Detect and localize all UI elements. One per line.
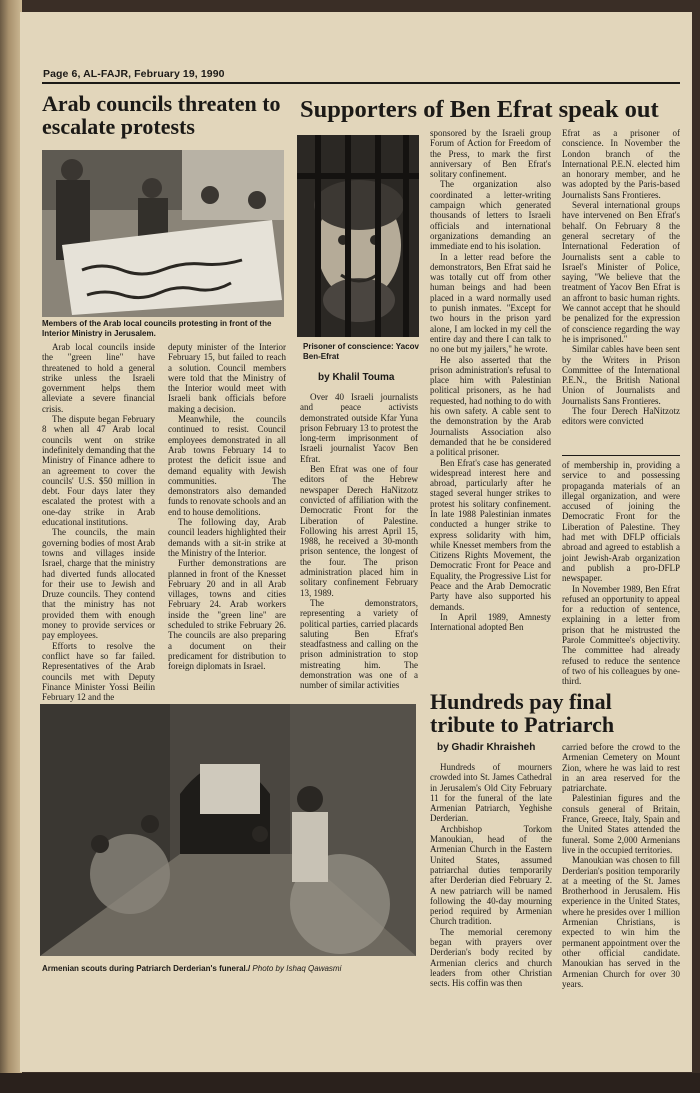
patriarch-headline: Hundreds pay final tribute to Patriarch <box>430 689 615 737</box>
paragraph: The dispute began February 8 when all 47 Arab local councils went on strike indefinitely demanding that the Ministry of Finance adhere to an agreement to cover the councils' U.S. $50 million in debt. Four days later they escalated the protest with a one-day strike in Arab educational institutions. <box>42 414 155 528</box>
councils-column-2 <box>168 342 286 692</box>
paragraph: Hundreds of mourners crowded into St. James Cathedral in Jerusalem's Old City February 11 for the funeral of the late Armenian Patriarch, Yeghishe Derderian. <box>430 762 552 824</box>
binding-edge <box>0 0 22 1073</box>
arab-councils-headline: Arab councils threaten to escalate protests <box>42 91 281 139</box>
top-rule <box>42 82 680 84</box>
funeral-caption-text: Armenian scouts during Patriarch Derderian's funeral./ <box>42 964 251 973</box>
paragraph: The councils, the main governing bodies of most Arab towns and villages inside Israel, charge that the ministry had diverted funds allocated for their use to Jewish and Druze councils. They contend that the ministry has not provided them with enough money to provide services or pay employees. <box>42 527 155 641</box>
khalil-touma-byline: by Khalil Touma <box>318 372 395 383</box>
funeral-photo-caption <box>42 964 412 974</box>
paragraph: The organization also coordinated a letter-writing campaign which generated thousands of letters to Israeli officials and international organizations demanding an immediate end to his isolation. <box>430 179 551 252</box>
paragraph: Manoukian was chosen to fill Derderian's position temporarily at a meeting of the St. James Brotherhood in Jerusalem. His experience in the United States, where he presides over 1 million Armenian Christians, is expected to win him the permanent appointment over the other official candidate. Manoukian has served in the Armenian Church for over 30 years. <box>562 855 680 989</box>
protest-photo-caption: Members of the Arab local councils protesting in front of the Interior Ministry in Jerusalem. <box>42 319 272 338</box>
paragraph: Palestinian figures and the consuls general of Britain, France, Greece, Italy, Spain and the United States attended the funeral. Some 2,000 Armenians live in the occupied territories. <box>562 793 680 855</box>
paragraph: Ben Efrat's case has generated widespread interest here and abroad, particularly after he staged several hunger strikes to protest his solitary confinement. In late 1988 Palestinian inmates conducted a hunger strike to express solidarity with him, while Knesset members from the Citizens Rights Movement, the Democratic Front for Peace and Equality, the Progressive List for Peace and the Arab Democratic Party have also supported his demands. <box>430 457 551 612</box>
paragraph: The demonstrators, representing a variety of political parties, carried placards saluting Ben Efrat's steadfastness and calling on the prison administration to stop mistreating him. The demonstration was one of a number of similar activities <box>300 597 418 691</box>
paragraph: Arab local councils inside the "green line" have threatened to hold a general strike unless the Israeli government helps them alleviate a severe financial crisis. <box>42 342 155 414</box>
protest-photo <box>42 150 284 317</box>
paragraph: Similar cables have been sent by the Writers in Prison Committee of the International P.E.N., the British National Union of Journalists and Journalists Sans Frontieres. <box>562 344 680 406</box>
paragraph: The four Derech HaNitzotz editors were convicted <box>562 406 680 427</box>
paragraph: sponsored by the Israeli group Forum of Action for Freedom of the Press, to mark the first anniversary of Ben Efrat's solitary confinement. <box>430 128 551 180</box>
page-folio: Page 6, AL-FAJR, February 19, 1990 <box>43 68 225 80</box>
paragraph: Several international groups have intervened on Ben Efrat's behalf. On February 8 the general secretary of the International Federation of Journalists sent a cable to Israel's Minister of Police, saying, "We believe that the treatment of Yacov Ben Efrat is an affront to basic human rights. We cannot accept that he should be penalized for the expression of conscience regarding the way he is imprisoned." <box>562 200 680 344</box>
paragraph: carried before the crowd to the Armenian Cemetery on Mount Zion, where he was laid to rest in an area reserved for the patriarchate. <box>562 742 680 794</box>
bottom-shadow <box>0 1073 700 1093</box>
patriarch-column-2 <box>562 742 680 1032</box>
ben-efrat-column-3a <box>562 128 680 453</box>
paragraph: In November 1989, Ben Efrat refused an opportunity to appeal for a reduction of sentence, explaining in a letter from prison that he mistrusted the Parole Committee's objectivity. The committee had already refused to reduce the sentence of two of his colleagues by one-third. <box>562 583 680 687</box>
photo-credit: Photo by Ishaq Qawasmi <box>252 964 342 973</box>
paragraph: In April 1989, Amnesty International adopted Ben <box>430 611 551 633</box>
prisoner-photo-caption: Prisoner of conscience: Yacov Ben-Efrat <box>303 342 419 361</box>
ben-efrat-headline: Supporters of Ben Efrat speak out <box>300 96 659 123</box>
paragraph: deputy minister of the Interior February 15, but failed to reach a solution. Council members were told that the Ministry of the Interior would meet with Israeli bank officials before making a decision. <box>168 342 286 414</box>
paragraph: The memorial ceremony began with prayers over Derderian's body recited by Armenian clerics and church leaders from other Christian sects. His coffin was then <box>430 926 552 989</box>
paragraph: Further demonstrations are planned in front of the Knesset February 20 and in all Arab villages, towns and cities February 24. Arab workers inside the "green line" are scheduled to strike February 26. The councils are also preparing a document on their predicament for distribution to foreign diplomats in Israel. <box>168 558 286 672</box>
paragraph: Meanwhile, the councils continued to resist. Council employees demonstrated in all Arab towns February 14 to protest the deficit issue and demand equality with Jewish communities. The demonstrators also demanded funds to renovate schools and an end to house demolitions. <box>168 414 286 517</box>
ben-efrat-column-1 <box>300 392 418 692</box>
ben-efrat-column-2 <box>430 128 551 690</box>
paragraph: In a letter read before the demonstrators, Ben Efrat said he was totally cut off from other human beings and had been placed in a ward normally used to punish inmates. "Except for two hours in the prison yard alone, I am locked in my cell the entire day and there I can talk to no one but my jailers," he wrote. <box>430 251 551 355</box>
paragraph: Efrat as a prisoner of conscience. In November the London branch of the International P.E.N. elected him an honorary member, and he was adopted by the Paris-based Journalists Sans Frontieres. <box>562 128 680 200</box>
prisoner-portrait-photo <box>297 135 419 337</box>
paragraph: of membership in, providing a service to and possessing propaganda materials of an illegal organization, and were accused of joining the Democratic Front for the Liberation of Palestine. They had met with DFLP officials abroad and agreed to establish a joint Jewish-Arab organization and publish a pro-DFLP newspaper. <box>562 460 680 584</box>
funeral-photo <box>40 704 416 956</box>
paragraph: The following day, Arab council leaders highlighted their demands with a sit-in strike at the Ministry of the Interior. <box>168 517 286 558</box>
paragraph: Ben Efrat was one of four editors of the Hebrew newspaper Derech HaNitzotz convicted of affiliation with the Democratic Front for the Liberation of Palestine. Following his arrest April 15, 1988, he received a 30-month prison sentence, the longest of the four. The prison administration placed him in solitary confinement February 13, 1989. <box>300 464 418 598</box>
patriarch-column-1 <box>430 762 552 1032</box>
paragraph: Archbishop Torkom Manoukian, head of the Armenian Church in the Eastern United States, assumed patriarchal duties temporarily after Derderian died February 2. A new patriarch will be named following the 40-day mourning period required by Armenian Church tradition. <box>430 823 552 927</box>
ben-efrat-column-3b <box>562 460 680 686</box>
paragraph: Over 40 Israeli journalists and peace activists demonstrated outside Kfar Yuna prison February 13 to protest the long-term imprisonment of Israeli journalist Yacov Ben Efrat. <box>300 392 418 464</box>
ghadir-khraisheh-byline: by Ghadir Khraisheh <box>437 742 536 753</box>
paragraph: He also asserted that the prison administration's refusal to place him with Palestinian political prisoners, as he had requested, had nothing to do with his own safety. A cable sent to the demonstration by the Arab Journalists Association also demanded that he be considered a political prisoner. <box>430 354 551 458</box>
paragraph: Efforts to resolve the conflict have so far failed. Representatives of the Arab councils met with Deputy Finance Minister Yossi Beilin February 12 and the <box>42 640 155 703</box>
column-divider-rule <box>562 455 680 456</box>
councils-column-1 <box>42 342 155 703</box>
